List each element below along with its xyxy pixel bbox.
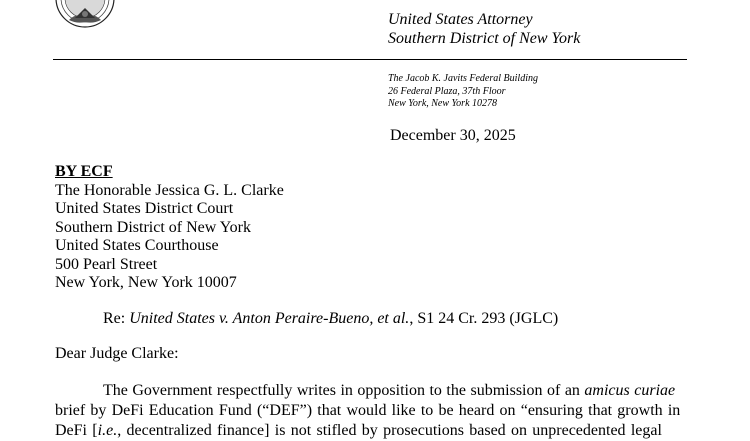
- address-city: New York, New York 10278: [388, 98, 498, 109]
- recipient-block: [55, 163, 284, 293]
- re-line: [103, 310, 558, 328]
- salutation: Dear Judge Clarke:: [55, 345, 179, 362]
- body-italic-term: i.e.: [97, 422, 118, 439]
- body-line: [55, 421, 680, 441]
- address-street: 26 Federal Plaza, 37th Floor: [388, 85, 506, 97]
- re-label: Re:: [103, 310, 126, 327]
- docket-number: , S1 24 Cr. 293 (JGLC): [409, 310, 559, 327]
- recipient-name: The Honorable Jessica G. L. Clarke: [55, 181, 284, 199]
- office-title: United States Attorney: [388, 11, 533, 28]
- recipient-district: Southern District of New York: [55, 218, 251, 236]
- body-text: , decentralized finance] is not stifled by prosecutions based on unprecedented legal: [117, 422, 662, 439]
- case-caption: United States v. Anton Peraire-Bueno, et al.: [129, 310, 410, 327]
- recipient-city: New York, New York 10007: [55, 274, 237, 291]
- letter-date: December 30, 2025: [390, 127, 516, 144]
- body-italic-term: amicus curiae: [584, 382, 676, 399]
- office-district: Southern District of New York: [388, 30, 581, 47]
- body-line: [55, 381, 680, 401]
- office-address: [388, 73, 538, 111]
- letterhead-divider: [53, 59, 687, 60]
- body-text: DeFi [: [55, 422, 98, 439]
- body-text: The Government respectfully writes in opposition to the submission of an: [103, 382, 585, 399]
- doj-seal-logo: [55, 0, 115, 28]
- body-paragraph: [55, 381, 680, 441]
- delivery-method: BY ECF: [55, 163, 113, 180]
- recipient-court: United States District Court: [55, 200, 234, 217]
- body-line: brief by DeFi Education Fund (“DEF”) that would like to be heard on “ensuring that growth in: [55, 402, 681, 419]
- office-name: [388, 10, 580, 48]
- recipient-courthouse: United States Courthouse: [55, 237, 219, 254]
- address-building: The Jacob K. Javits Federal Building: [388, 73, 538, 84]
- recipient-street: 500 Pearl Street: [55, 255, 158, 273]
